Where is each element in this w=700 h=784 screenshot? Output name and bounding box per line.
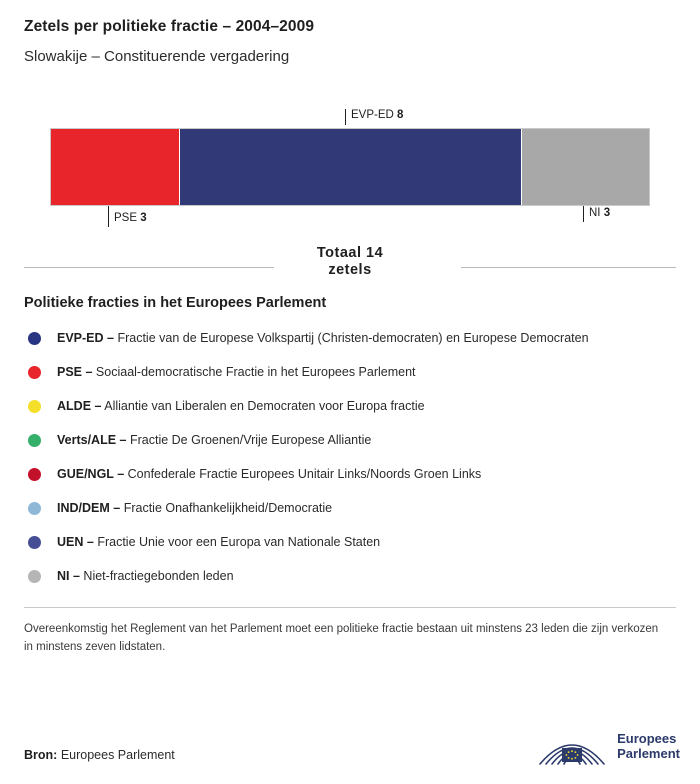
source-value: Europees Parlement: [60, 748, 175, 762]
legend-item-vertsale: [24, 423, 676, 457]
page-subtitle: Slowakije – Constituerende vergadering: [24, 48, 290, 65]
legend-color-dot-alde: [28, 400, 41, 413]
logo-wordmark: [617, 731, 680, 761]
callout-tick-pse: [108, 206, 109, 227]
callout-pse: [114, 212, 147, 224]
legend-desc-alde: Alliantie van Liberalen en Democraten voor Europa fractie: [104, 399, 425, 413]
legend-label-inddem: [57, 501, 332, 515]
header: [0, 0, 700, 65]
legend-item-alde: [24, 389, 676, 423]
legend-abbr-ni: NI –: [57, 569, 80, 583]
total-seats-unit: zetels: [328, 262, 372, 278]
callout-tick-evped: [345, 109, 346, 125]
callout-evped-value: 8: [397, 109, 404, 121]
page-title: Zetels per politieke fractie – 2004–2009: [24, 18, 315, 35]
legend-desc-ni: Niet-fractiegebonden leden: [83, 569, 234, 583]
legend-label-ni: [57, 569, 234, 583]
callout-evped: [351, 109, 403, 121]
legend-abbr-evped: EVP-ED –: [57, 331, 114, 345]
bar-segment-ni: [521, 129, 649, 205]
legend-abbr-pse: PSE –: [57, 365, 93, 379]
legend-desc-vertsale: Fractie De Groenen/Vrije Europese Alliantie: [129, 433, 372, 447]
callout-ni-value: 3: [603, 207, 611, 219]
logo-line-1: Europees: [617, 731, 677, 746]
legend-abbr-vertsale: Verts/ALE –: [57, 433, 127, 447]
legend-color-dot-uen: [28, 536, 41, 549]
callout-evped-label: EVP-ED: [351, 109, 394, 121]
callout-ni-label: NI: [589, 207, 601, 219]
legend-item-evped: [24, 321, 676, 355]
legend-color-dot-ni: [28, 570, 41, 583]
legend-item-guengl: [24, 457, 676, 491]
stacked-bar: [50, 128, 650, 206]
legend-abbr-guengl: GUE/NGL –: [57, 467, 125, 481]
source-label: Bron:: [24, 748, 58, 762]
source-line: [24, 748, 175, 762]
footnote-divider: [24, 607, 676, 608]
european-parliament-logo: [536, 724, 680, 768]
legend-desc-inddem: Fractie Onafhankelijkheid/Democratie: [123, 501, 333, 515]
legend-abbr-uen: UEN –: [57, 535, 94, 549]
bar-segment-evped: [179, 129, 521, 205]
bar-segment-pse: [51, 129, 179, 205]
callout-pse-value: 3: [140, 212, 147, 224]
footer: [0, 712, 700, 768]
legend-label-guengl: [57, 467, 481, 481]
legend-title: Politieke fracties in het Europees Parlement: [24, 295, 327, 311]
legend-color-dot-vertsale: [28, 434, 41, 447]
seat-bar-chart: [24, 65, 676, 245]
legend-item-pse: [24, 355, 676, 389]
legend-color-dot-pse: [28, 366, 41, 379]
logo-line-2: Parlement: [617, 746, 680, 761]
callout-pse-label: PSE: [114, 212, 138, 224]
legend-color-dot-guengl: [28, 468, 41, 481]
legend-label-pse: [57, 365, 416, 379]
legend-abbr-inddem: IND/DEM –: [57, 501, 121, 515]
legend-desc-evped: Fractie van de Europese Volkspartij (Christen-democraten) en Europese Democraten: [117, 331, 589, 345]
legend-label-uen: [57, 535, 380, 549]
callout-tick-ni: [583, 206, 584, 222]
footnote-text: Overeenkomstig het Reglement van het Parlement moet een politieke fractie bestaan uit minstens 23 leden die zijn verkozen in minstens zeven lidstaten.: [24, 623, 659, 653]
legend-desc-uen: Fractie Unie voor een Europa van Nationale Staten: [97, 535, 381, 549]
legend-label-vertsale: [57, 433, 371, 447]
legend-abbr-alde: ALDE –: [57, 399, 102, 413]
legend-item-ni: [24, 559, 676, 593]
legend-desc-guengl: Confederale Fractie Europees Unitair Links/Noords Groen Links: [127, 467, 482, 481]
legend-label-alde: [57, 399, 425, 413]
callout-ni: [589, 207, 610, 219]
legend-color-dot-inddem: [28, 502, 41, 515]
legend-color-dot-evped: [28, 332, 41, 345]
legend-label-evped: [57, 331, 589, 345]
legend-item-inddem: [24, 491, 676, 525]
legend-item-uen: [24, 525, 676, 559]
total-label: [24, 245, 676, 279]
total-seats: Totaal 14: [316, 245, 384, 261]
total-row: [24, 245, 676, 289]
parliament-hemicycle-icon: [536, 724, 608, 768]
legend-desc-pse: Sociaal-democratische Fractie in het Europees Parlement: [95, 365, 416, 379]
legend: [24, 321, 676, 593]
